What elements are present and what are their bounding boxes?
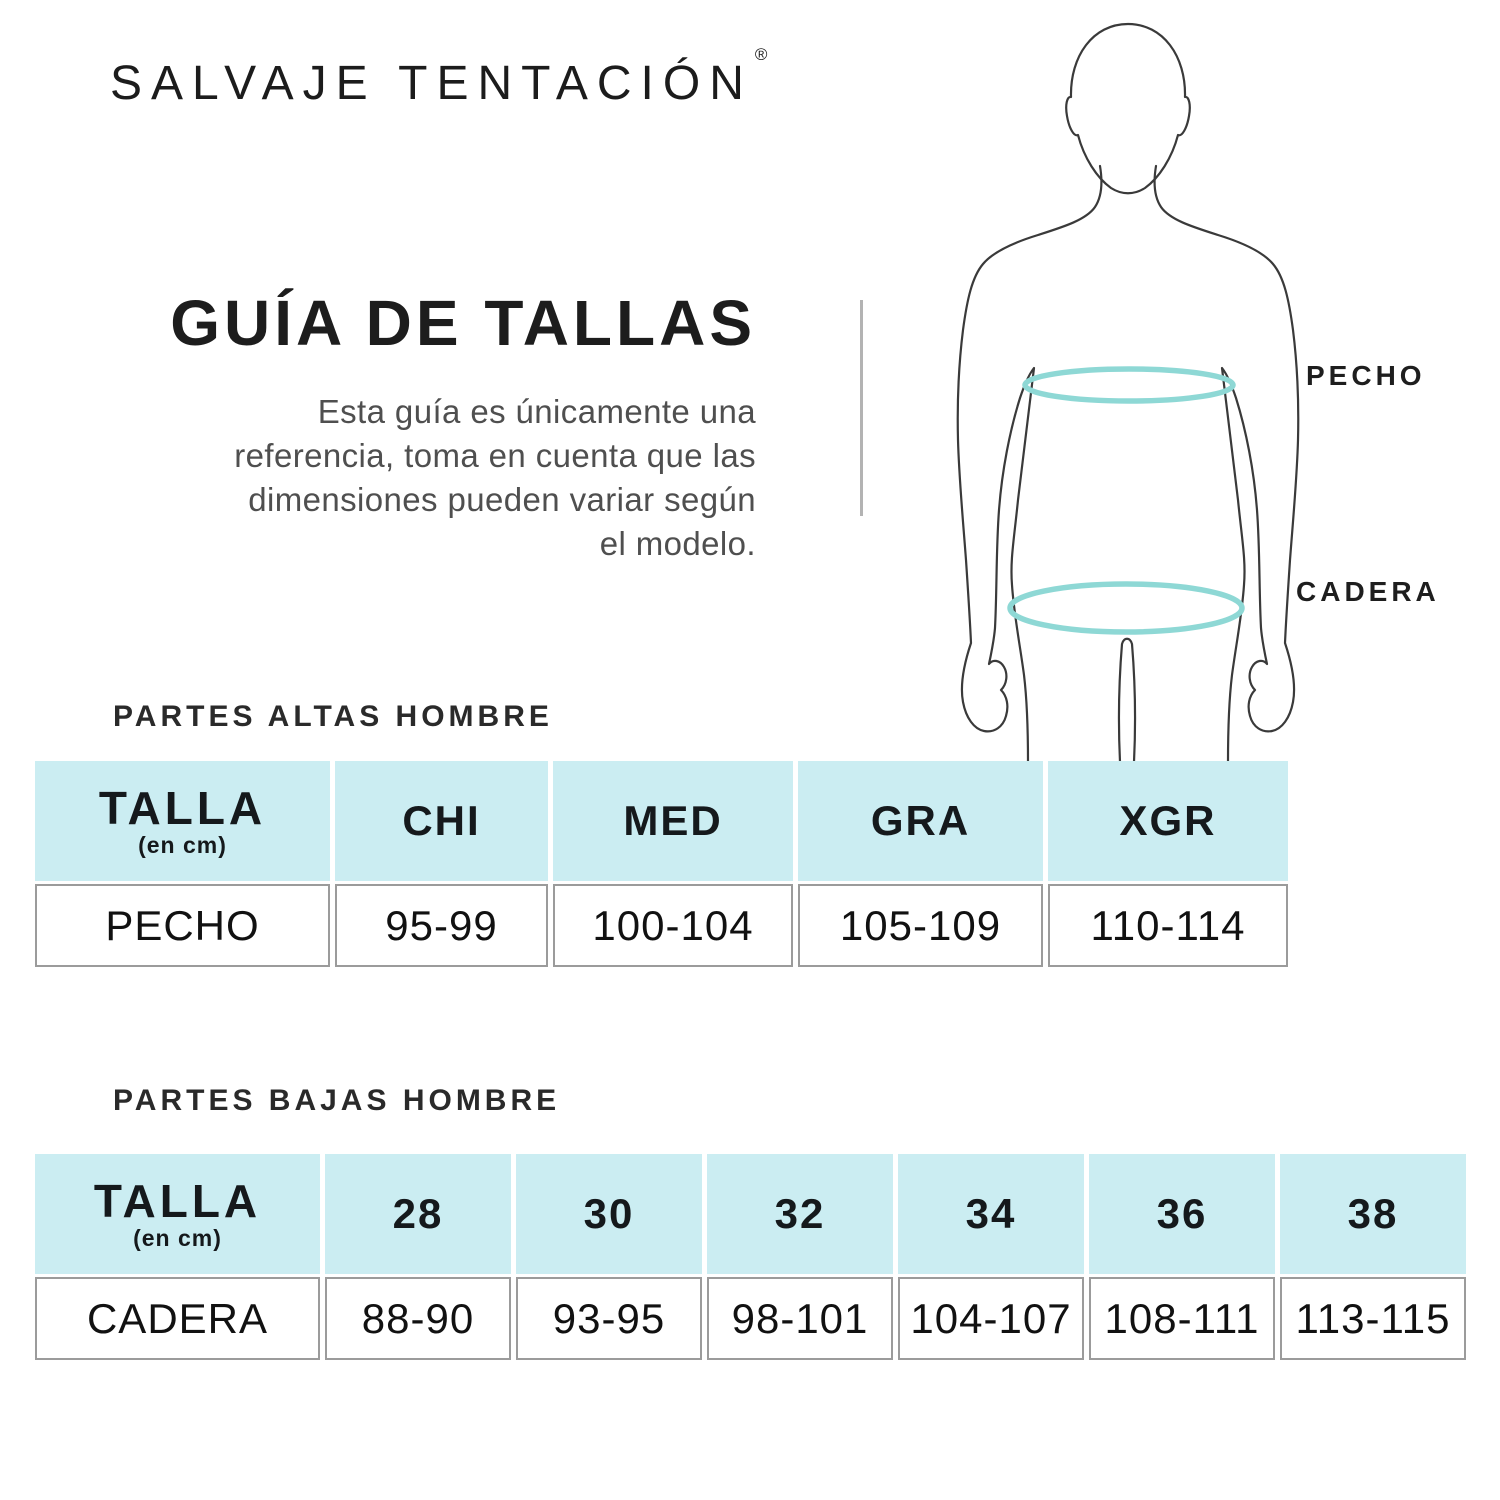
hip-measure-label: CADERA bbox=[1296, 576, 1440, 607]
measure-value-cell: 95-99 bbox=[335, 884, 548, 967]
table-row bbox=[35, 1277, 1466, 1360]
talla-header-cell bbox=[35, 1154, 320, 1274]
talla-label: TALLA bbox=[93, 1175, 262, 1228]
table-row bbox=[35, 884, 1288, 967]
measure-row-label: CADERA bbox=[35, 1277, 320, 1360]
size-column-header: GRA bbox=[798, 761, 1043, 881]
body-left-outline bbox=[958, 166, 1102, 762]
talla-label: TALLA bbox=[98, 782, 267, 835]
size-column-header: CHI bbox=[335, 761, 548, 881]
measure-value-cell: 104-107 bbox=[898, 1277, 1084, 1360]
vertical-divider bbox=[860, 300, 863, 516]
measure-value-cell: 88-90 bbox=[325, 1277, 511, 1360]
measure-value-cell: 98-101 bbox=[707, 1277, 893, 1360]
intro-description bbox=[86, 390, 756, 566]
upper-parts-size-table bbox=[30, 758, 1293, 970]
page-title: GUÍA DE TALLAS bbox=[170, 287, 756, 359]
size-column-header: 36 bbox=[1089, 1154, 1275, 1274]
size-column-header: XGR bbox=[1048, 761, 1288, 881]
inner-legs-outline bbox=[1119, 639, 1135, 762]
description-line: referencia, toma en cuenta que las bbox=[234, 437, 756, 474]
size-column-header: 38 bbox=[1280, 1154, 1466, 1274]
description-line: el modelo. bbox=[599, 525, 756, 562]
description-line: Esta guía es únicamente una bbox=[317, 393, 756, 430]
hip-measurement-line bbox=[1010, 584, 1242, 632]
body-right-outline bbox=[1155, 166, 1299, 762]
intro-section bbox=[86, 286, 756, 566]
size-column-header: 30 bbox=[516, 1154, 702, 1274]
talla-unit: (en cm) bbox=[133, 1224, 222, 1251]
talla-unit: (en cm) bbox=[138, 831, 227, 858]
measure-value-cell: 110-114 bbox=[1048, 884, 1288, 967]
description-line: dimensiones pueden variar según bbox=[248, 481, 756, 518]
measure-value-cell: 108-111 bbox=[1089, 1277, 1275, 1360]
brand-name: SALVAJE TENTACIÓN bbox=[110, 57, 753, 110]
measure-row-label: PECHO bbox=[35, 884, 330, 967]
talla-header-cell bbox=[35, 761, 330, 881]
section-label-upper-parts: PARTES ALTAS HOMBRE bbox=[113, 700, 553, 733]
head-outline bbox=[1066, 24, 1190, 193]
chest-measure-label: PECHO bbox=[1306, 360, 1426, 391]
table-header-row bbox=[35, 761, 1288, 881]
registered-mark: ® bbox=[754, 45, 768, 64]
brand-logo bbox=[110, 45, 768, 111]
measure-value-cell: 113-115 bbox=[1280, 1277, 1466, 1360]
table-header-row bbox=[35, 1154, 1466, 1274]
chest-measurement-line bbox=[1025, 369, 1233, 401]
male-body-outline-svg bbox=[940, 20, 1340, 762]
male-body-figure bbox=[940, 20, 1340, 762]
measure-value-cell: 100-104 bbox=[553, 884, 793, 967]
size-column-header: 34 bbox=[898, 1154, 1084, 1274]
section-label-lower-parts: PARTES BAJAS HOMBRE bbox=[113, 1084, 561, 1117]
lower-parts-size-table bbox=[30, 1151, 1471, 1363]
size-column-header: MED bbox=[553, 761, 793, 881]
measure-value-cell: 93-95 bbox=[516, 1277, 702, 1360]
size-column-header: 28 bbox=[325, 1154, 511, 1274]
size-column-header: 32 bbox=[707, 1154, 893, 1274]
measure-value-cell: 105-109 bbox=[798, 884, 1043, 967]
